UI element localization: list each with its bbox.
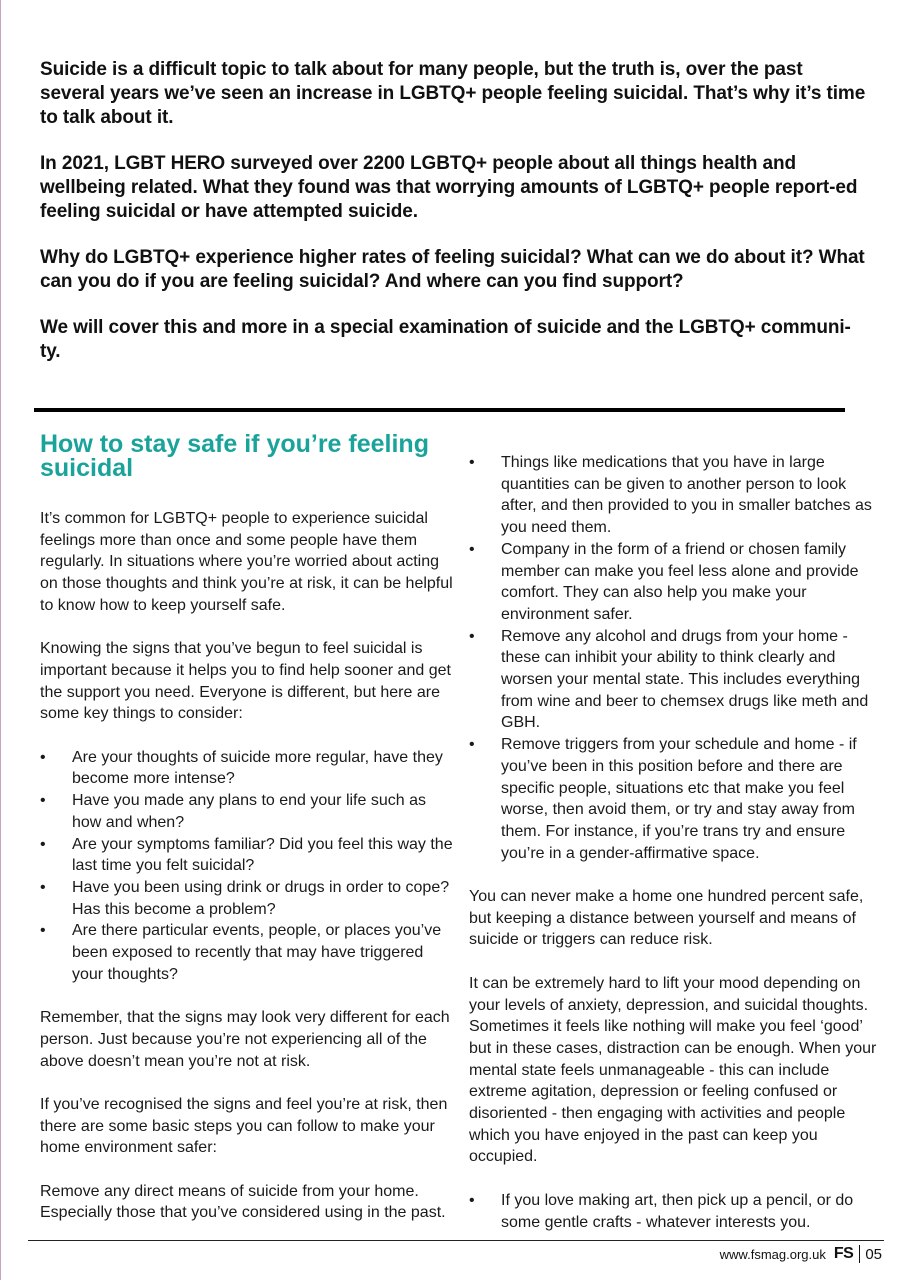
bullet-icon: • (40, 835, 46, 853)
list-item-text: If you love making art, then pick up a pencil, or do some gentle crafts - whatever interests you. (501, 1191, 854, 1231)
bullet-icon: • (469, 736, 475, 754)
list-item-text: Remove any alcohol and drugs from your home - these can inhibit your ability to think clearly and worsen your mental state. This includes everything from wine and beer to chemsex drugs like meth and GBH. (501, 627, 869, 732)
list-item (40, 920, 454, 985)
bullet-icon: • (40, 748, 46, 766)
footer-url[interactable]: www.fsmag.org.uk (719, 1246, 826, 1262)
right-paragraph-2: It can be extremely hard to lift your mood depending on your levels of anxiety, depression, and suicidal thoughts. Sometimes it feels like nothing will make you feel ‘good’ but in these cases, distraction can be enough. When your mental state feels unmanageable - this can include extreme agitation, depression or feeling confused or disoriented - then engaging with activities and people which you have enjoyed in the past can keep you occupied. (469, 974, 877, 1166)
intro-paragraph-3: Why do LGBTQ+ experience higher rates of feeling suicidal? What can we do about it? What can you do if you are feeling suicidal? And where can you find support? (40, 247, 865, 292)
list-item (469, 539, 883, 626)
list-item (469, 1190, 883, 1233)
section-divider (34, 408, 845, 412)
list-item (469, 626, 883, 735)
bullet-icon: • (40, 792, 46, 810)
page-number: 05 (865, 1245, 882, 1263)
bullet-icon: • (40, 922, 46, 940)
list-item-text: Things like medications that you have in large quantities can be given to another person to look after, and then provided to you in smaller batches as you need them. (501, 454, 872, 537)
left-paragraph-2: Knowing the signs that you’ve begun to feel suicidal is important because it helps you to find help sooner and get the support you need. Everyone is different, but here are some key things to consider: (40, 640, 451, 723)
list-item-text: Are your symptoms familiar? Did you feel this way the last time you felt suicidal? (72, 835, 453, 875)
right-paragraph-1: You can never make a home one hundred percent safe, but keeping a distance between yourself and means of suicide or triggers can reduce risk. (469, 888, 864, 949)
list-item (469, 452, 883, 539)
bullet-icon: • (469, 627, 475, 645)
safety-steps-list (469, 452, 883, 864)
footer-rule (28, 1240, 884, 1241)
fs-logo: FS (834, 1245, 860, 1263)
page-edge-line (0, 0, 1, 1280)
list-item (40, 834, 454, 877)
list-item (40, 790, 454, 833)
section-heading: How to stay safe if you’re feeling suicidal (40, 430, 429, 482)
intro-block (40, 58, 870, 386)
bullet-icon: • (469, 1191, 475, 1209)
left-column (40, 432, 454, 1246)
intro-paragraph-2: In 2021, LGBT HERO surveyed over 2200 LGBTQ+ people about all things health and wellbeing related. What they found was that worrying amounts of LGBTQ+ people report-ed feeling suicidal or have attempted suicide. (40, 153, 858, 222)
left-paragraph-1: It’s common for LGBTQ+ people to experience suicidal feelings more than once and some people have them regularly. In situations where you’re worried about acting on those thoughts and think you’re at risk, it can be helpful to know how to keep yourself safe. (40, 510, 453, 614)
right-column (469, 452, 883, 1255)
list-item-text: Are your thoughts of suicide more regular, have they become more intense? (72, 748, 443, 788)
bullet-icon: • (469, 454, 475, 471)
list-item-text: Are there particular events, people, or places you’ve been exposed to recently that may have triggered your thoughts? (72, 922, 442, 983)
bullet-icon: • (40, 878, 46, 896)
footer (720, 1244, 882, 1264)
intro-paragraph-1: Suicide is a difficult topic to talk about for many people, but the truth is, over the past several years we’ve seen an increase in LGBTQ+ people feeling suicidal. That’s why it’s time to talk about it. (40, 59, 866, 128)
list-item (40, 747, 454, 790)
left-paragraph-3: Remember, that the signs may look very different for each person. Just because you’re not experiencing all of the above doesn’t mean you’re not at risk. (40, 1009, 450, 1070)
list-item (40, 877, 454, 920)
list-item-text: Company in the form of a friend or chosen family member can make you feel less alone and provide comfort. They can also help you make your environment safer. (501, 540, 859, 623)
list-item-text: Have you been using drink or drugs in order to cope? Has this become a problem? (72, 878, 450, 918)
left-paragraph-5: Remove any direct means of suicide from your home. Especially those that you’ve considered using in the past. (40, 1182, 446, 1222)
bullet-icon: • (469, 540, 475, 558)
activities-list (469, 1190, 883, 1233)
intro-paragraph-4: We will cover this and more in a special examination of suicide and the LGBTQ+ communi-ty. (40, 317, 851, 362)
list-item-text: Remove triggers from your schedule and home - if you’ve been in this position before and there are specific people, situations etc that make you feel worse, then avoid them, or try and stay away from them. For instance, if you’re trans try and ensure you’re in a gender-affirmative space. (501, 736, 857, 862)
left-paragraph-4: If you’ve recognised the signs and feel you’re at risk, then there are some basic steps you can follow to make your home environment safer: (40, 1095, 448, 1157)
list-item-text: Have you made any plans to end your life such as how and when? (72, 792, 426, 831)
list-item (469, 734, 883, 864)
signs-list (40, 747, 454, 986)
